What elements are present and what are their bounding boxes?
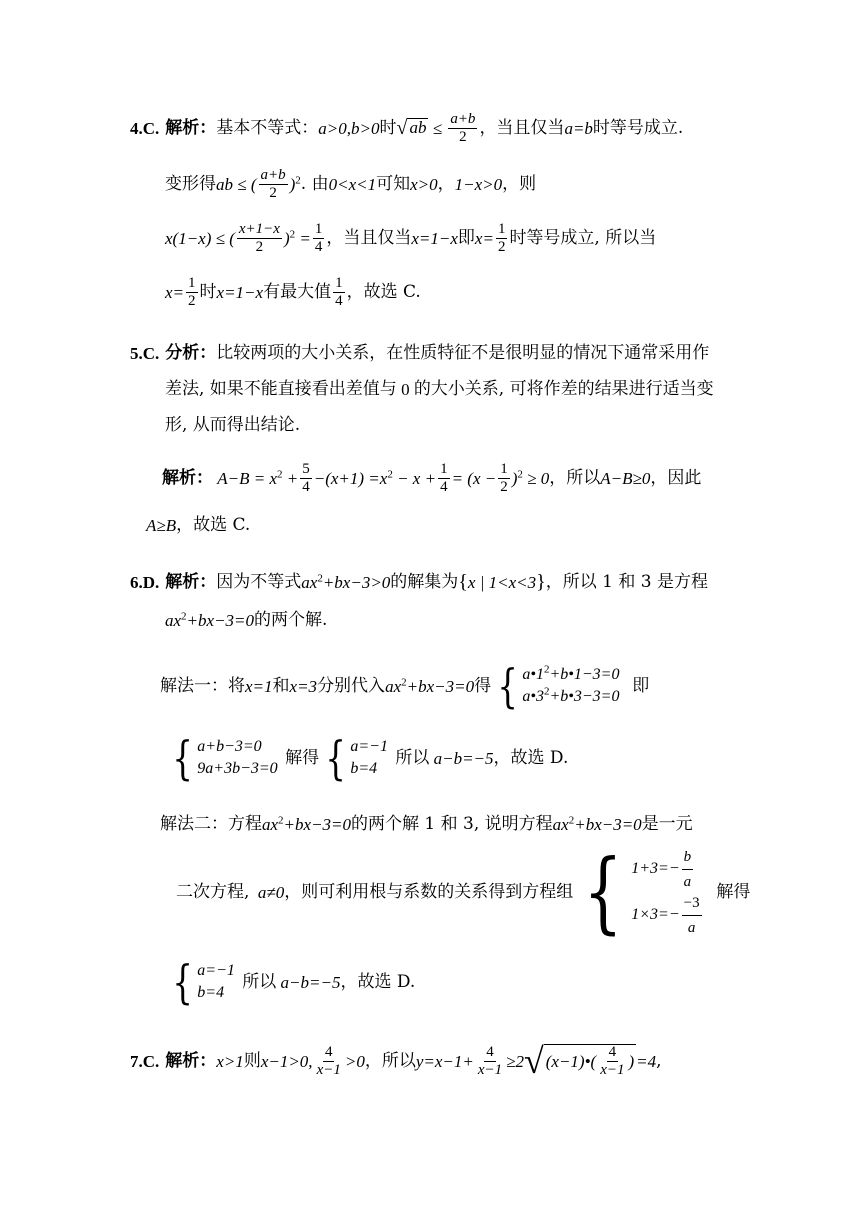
p5-label: 分析：: [165, 342, 217, 363]
p6-method1-line-2: { a+b−3=0 9a+3b−3=0 解得 { a=−1 b=4 所以 a−b=−5 ，故选 D.: [166, 730, 568, 786]
p5-line-1: 5.C. 分析： 比较两项的大小关系，在性质特征不是很明显的情况下通常采用作: [130, 342, 710, 363]
p4-line-1: 4.C. 解析： 基本不等式： a>0,b>0 时 √ ab ≤ $\frac{a+b}{2}$ ，当且仅当 a=b 时等号成立.: [130, 110, 684, 145]
p4-label: 解析：: [165, 117, 217, 138]
p7-line-1: 7.C. 解析： x>1 则 x−1>0, $\frac{4}{x-1}$ >0 ，所以 y=x−1+ $\frac{4}{x-1}$ ≥2 √ (x−1)•( $\frac{4}{x-1}$ ) =4 ,: [130, 1041, 662, 1081]
sqrt-product: √ (x−1)•( $\frac{4}{x-1}$ ): [523, 1041, 635, 1081]
p4-line-4: x= $\frac{1}{2}$ 时 x=1−x 有最大值 $\frac{1}{4}$ ，故选 C.: [165, 274, 421, 309]
p6-line-2: $ax^2+bx-3=0$ 的两个解.: [165, 609, 328, 630]
p6-line-1: 6.D. 解析： 因为不等式 $ax^2+bx-3>0$ 的解集为 { x | 1<x<3 } ，所以 1 和 3 是方程: [130, 571, 708, 593]
equation-system-1: { $a•1^2+b•1-3=0$ $a•3^2+b•3-3=0$: [497, 659, 620, 713]
equation-system-2: { a+b−3=0 9a+3b−3=0: [172, 731, 278, 785]
fraction-a-plus-b-over-2: $\frac{a+b}{2}$: [450, 110, 476, 145]
p5-line-3: 形, 从而得出结论.: [165, 414, 301, 435]
p5-line-5: A≥B ，故选 C.: [146, 514, 251, 535]
p4-text: 基本不等式：: [216, 117, 319, 138]
solution-system-2: { a=−1 b=4: [172, 955, 235, 1009]
p6-method1-line-1: 解法一：将 x=1 和 x=3 分别代入 $ax^2+bx-3=0$ 得 { $a•1^2+b•1-3=0$ $a•3^2+b•3-3=0$ 即: [160, 659, 650, 713]
p6-method2-line-3: { a=−1 b=4 所以 a−b=−5 ，故选 D.: [166, 954, 415, 1010]
p7-label: 解析：: [165, 1050, 217, 1071]
p4-line-3: x(1−x) ≤ ( $\frac{x+1-x}{2}$ )$^2$ = $\frac{1}{4}$ ，当且仅当 x=1−x 即 x= $\frac{1}{2}$ 时等号成立, 所以当: [165, 220, 657, 255]
p7-number: 7.C.: [130, 1051, 160, 1071]
vieta-system: { 1+3=− $\frac{b}{a}$ 1×3=− $\frac{-3}{a}$: [583, 840, 700, 943]
p4-line-2: 变形得 ab ≤ ( $\frac{a+b}{2}$ )$^2$ . 由 0<x<1 可知 x>0 ， 1−x>0 ，则: [165, 166, 537, 201]
p6-method2-line-2: 二次方程, a≠0 ，则可利用根与系数的关系得到方程组 { 1+3=− $\frac{b}{a}$ 1×3=− $\frac{-3}{a}$ 解得: [176, 840, 751, 943]
p5-number: 5.C.: [130, 343, 160, 363]
p6-label: 解析：: [165, 571, 217, 592]
p6-number: 6.D.: [130, 572, 160, 592]
sqrt-ab: √ ab: [396, 117, 427, 139]
p4-condition: a>0,b>0: [318, 118, 380, 138]
p4-number: 4.C.: [130, 118, 160, 138]
p5-line-4: 解析： $A-B = x^2$ + $\frac{5}{4}$ $-(x+1) =x^2 - x$ + $\frac{1}{4}$ = (x − $\frac{1}{2}$ )$^2$ ≥ 0 ，所以 A−B≥0 ，因此: [162, 460, 702, 495]
p5-label-2: 解析：: [162, 467, 213, 488]
solution-system-1: { a=−1 b=4: [325, 731, 388, 785]
p6-method2-line-1: 解法二：方程 $ax^2+bx-3=0$ 的两个解 1 和 3, 说明方程 $ax^2+bx-3=0$ 是一元: [160, 813, 693, 834]
p5-line-2: 差法, 如果不能直接看出差值与 0 的大小关系, 可将作差的结果进行适当变: [165, 378, 714, 399]
